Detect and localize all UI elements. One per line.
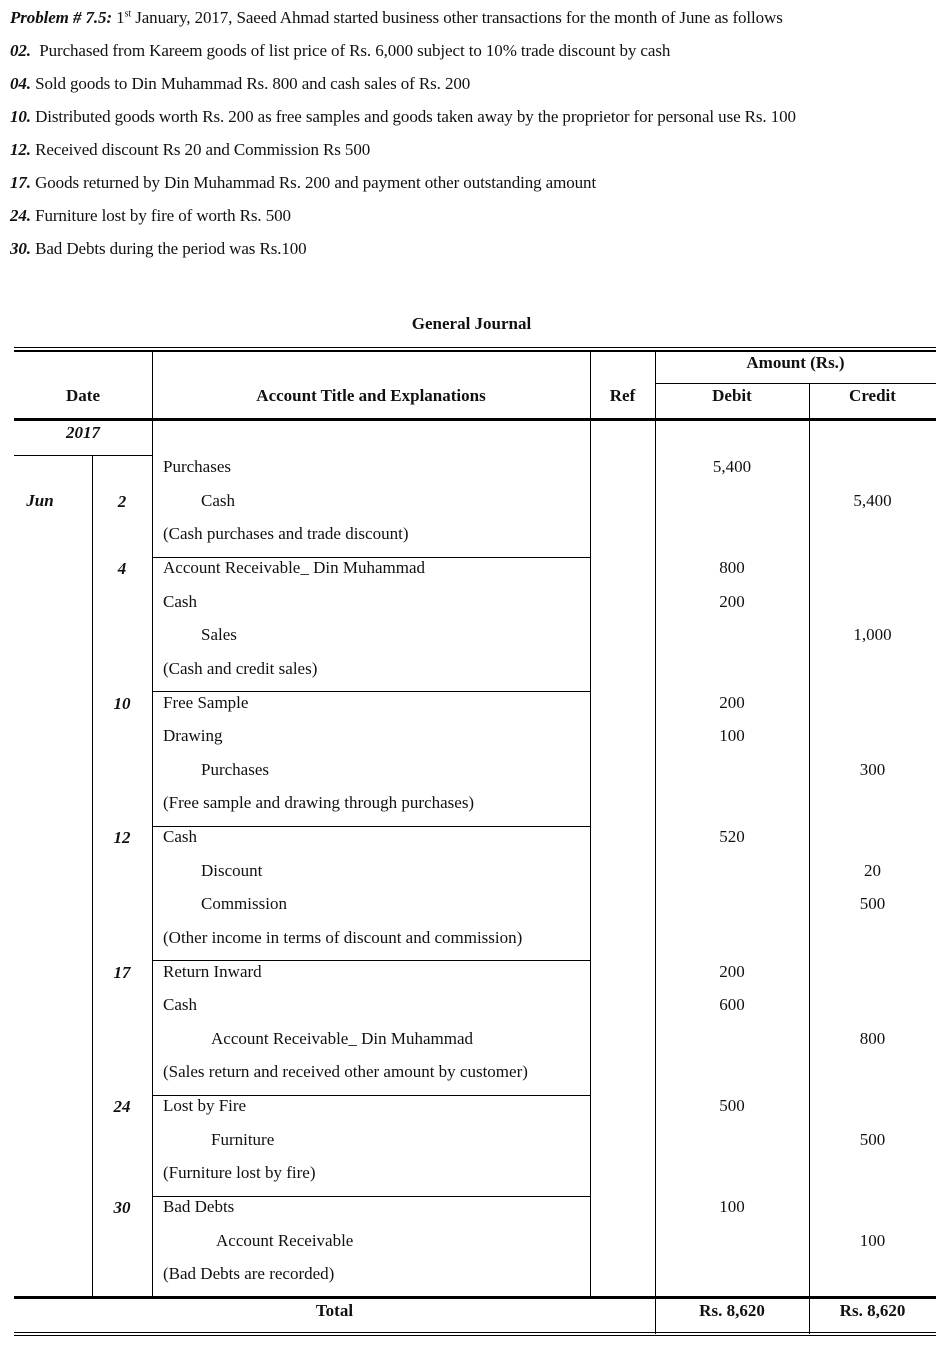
- debit-amount: 200: [719, 961, 745, 981]
- entry-day: 30: [113, 1198, 131, 1217]
- entry-day: 17: [113, 962, 131, 982]
- credit-amount: 20: [864, 860, 881, 880]
- debit-amount: 800: [719, 558, 745, 577]
- transaction-day: 04.: [10, 74, 31, 93]
- year-label: 2017: [66, 423, 100, 442]
- col-divider-date: [152, 352, 153, 1297]
- entry-account: Cash: [163, 827, 197, 846]
- transaction-text: Distributed goods worth Rs. 200 as free samples and goods taken away by the proprietor for personal use Rs. 100: [30, 107, 796, 126]
- entry-narration: (Bad Debts are recorded): [163, 1264, 335, 1283]
- transaction-text: Furniture lost by fire of worth Rs. 500: [30, 206, 291, 225]
- entry-account: Cash: [163, 995, 197, 1014]
- entry-day: 24: [113, 1097, 131, 1116]
- total-label: Total: [315, 1301, 354, 1320]
- ordinal-suffix: st: [124, 8, 132, 20]
- col-divider-month-day: [92, 456, 93, 1297]
- transaction-day: 12.: [10, 140, 31, 159]
- transaction-day: 10.: [10, 107, 31, 126]
- transaction-item: [10, 239, 307, 259]
- debit-amount: 5,400: [712, 457, 752, 476]
- entry-account: Drawing: [163, 726, 223, 745]
- entry-narration: (Free sample and drawing through purchases): [163, 793, 475, 812]
- table-bottom-border: [14, 1332, 936, 1333]
- debit-amount: 100: [719, 1197, 745, 1216]
- entry-day: 10: [113, 693, 131, 713]
- header-ref: Ref: [609, 386, 636, 405]
- entry-account: Purchases: [163, 457, 231, 476]
- entry-account: Cash: [201, 490, 235, 510]
- debit-amount: 200: [719, 692, 745, 712]
- transaction-item: [10, 74, 470, 94]
- entry-separator: [152, 826, 590, 827]
- col-divider-debit: [809, 384, 810, 1334]
- table-bottom-border-inner: [14, 1335, 936, 1336]
- month-label: Jun: [26, 491, 54, 510]
- problem-intro-rest: January, 2017, Saeed Ahmad started business other transactions for the month of June as follows: [131, 8, 783, 27]
- entry-account: Account Receivable_ Din Muhammad: [163, 558, 426, 577]
- transaction-day: 17.: [10, 173, 31, 192]
- credit-amount: 300: [859, 759, 886, 779]
- year-row-border: [14, 455, 152, 456]
- credit-amount: 1,000: [853, 625, 892, 644]
- credit-amount: 5,400: [853, 490, 892, 510]
- problem-label: Problem # 7.5:: [10, 8, 113, 27]
- entry-narration: (Sales return and received other amount by customer): [163, 1062, 528, 1081]
- debit-amount: 600: [719, 995, 745, 1014]
- transaction-day: 02.: [10, 41, 31, 60]
- total-debit: Rs. 8,620: [699, 1301, 765, 1320]
- transaction-item: [10, 41, 670, 61]
- credit-amount: 800: [859, 1028, 886, 1048]
- entry-account: Cash: [163, 591, 197, 611]
- credit-amount: 100: [859, 1230, 886, 1250]
- credit-amount: 500: [859, 1129, 886, 1149]
- transaction-text: Received discount Rs 20 and Commission Rs 500: [30, 140, 371, 159]
- debit-amount: 200: [719, 591, 745, 611]
- entry-account: Discount: [201, 860, 263, 880]
- transaction-item: [10, 107, 796, 127]
- entry-account: Commission: [201, 894, 287, 913]
- entry-account: Furniture: [211, 1129, 275, 1149]
- transaction-day: 24.: [10, 206, 31, 225]
- entry-day: 12: [113, 828, 131, 847]
- transaction-text: Goods returned by Din Muhammad Rs. 200 and payment other outstanding amount: [30, 173, 597, 192]
- table-top-border: [14, 347, 936, 348]
- transaction-item: [10, 173, 596, 193]
- entry-narration: (Furniture lost by fire): [163, 1163, 316, 1182]
- entry-account: Return Inward: [163, 961, 262, 981]
- debit-amount: 100: [719, 726, 745, 745]
- entry-day: 4: [117, 559, 127, 578]
- header-credit: Credit: [849, 386, 896, 405]
- transaction-day: 30.: [10, 239, 31, 258]
- transaction-item: [10, 140, 370, 160]
- transaction-text: Sold goods to Din Muhammad Rs. 800 and cash sales of Rs. 200: [30, 74, 471, 93]
- problem-intro: 1: [112, 8, 125, 27]
- entry-account: Free Sample: [163, 692, 249, 712]
- header-debit: Debit: [712, 386, 752, 405]
- entry-account: Lost by Fire: [163, 1096, 247, 1115]
- header-account-title: Account Title and Explanations: [256, 386, 486, 405]
- debit-amount: 500: [719, 1096, 745, 1115]
- debit-amount: 520: [719, 827, 745, 846]
- amount-header-divider: [655, 383, 936, 384]
- header-amount: Amount (Rs.): [746, 353, 845, 372]
- problem-statement: [10, 8, 783, 28]
- header-date: Date: [66, 386, 100, 405]
- entry-narration: (Cash purchases and trade discount): [163, 524, 409, 543]
- credit-amount: 500: [859, 894, 886, 913]
- transaction-item: [10, 206, 291, 226]
- transaction-text: Purchased from Kareem goods of list price of Rs. 6,000 subject to 10% trade discount by cash: [30, 41, 671, 60]
- journal-title: General Journal: [411, 314, 532, 333]
- col-divider-title: [590, 352, 591, 1297]
- total-credit: Rs. 8,620: [839, 1301, 906, 1320]
- entry-narration: (Cash and credit sales): [163, 658, 318, 678]
- entry-account: Purchases: [201, 759, 269, 779]
- entry-account: Account Receivable: [216, 1230, 354, 1250]
- entry-account: Sales: [201, 625, 237, 644]
- transaction-text: Bad Debts during the period was Rs.100: [30, 239, 307, 258]
- entry-narration: (Other income in terms of discount and commission): [163, 927, 523, 947]
- entry-day: 2: [117, 491, 127, 511]
- entry-account: Account Receivable_ Din Muhammad: [211, 1028, 474, 1048]
- entry-account: Bad Debts: [163, 1197, 235, 1216]
